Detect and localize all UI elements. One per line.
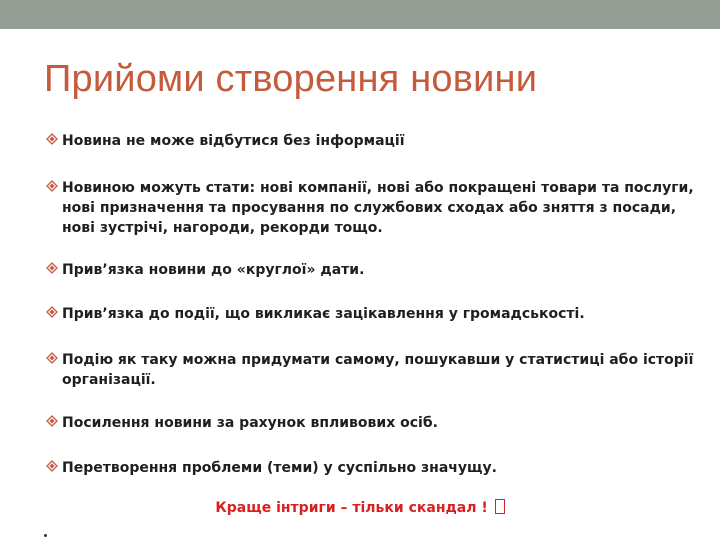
diamond-bullet-icon — [46, 133, 58, 145]
bullet-item — [46, 260, 706, 280]
bullet-text: Новиною можуть стати: нові компанії, нові або покращені товари та послуги, нові призначення та просування по службових сходах або зняття з посади, нові зустрічі, нагороди, рекорди тощо. — [62, 180, 694, 236]
bullet-text: Новина не може відбутися без інформації — [62, 133, 405, 149]
bullet-text: Посилення новини за рахунок впливових осіб. — [62, 415, 438, 431]
diamond-bullet-icon — [46, 415, 58, 427]
bullet-item — [46, 413, 706, 433]
bullet-text: Прив’язка до події, що викликає зацікавлення у громадськості. — [62, 306, 585, 322]
diamond-bullet-icon — [46, 460, 58, 472]
bullet-text: Подію як таку можна придумати самому, пошукавши у статистиці або історії організації. — [62, 352, 694, 388]
top-accent-bar — [0, 0, 720, 29]
slide-title: Прийоми створення новини — [44, 58, 538, 100]
bullet-text: Прив’язка новини до «круглої» дати. — [62, 262, 365, 278]
bullet-item — [46, 304, 706, 324]
missing-glyph-box-icon — [495, 499, 505, 514]
bullet-item — [46, 458, 706, 478]
diamond-bullet-icon — [46, 180, 58, 192]
bullet-item — [46, 178, 706, 238]
bullet-text: Перетворення проблеми (теми) у суспільно значущу. — [62, 460, 497, 476]
trailing-dot — [44, 534, 47, 537]
diamond-bullet-icon — [46, 262, 58, 274]
bullet-item — [46, 350, 706, 390]
closing-text: Краще інтриги – тільки скандал ! — [215, 500, 488, 516]
closing-statement — [0, 499, 720, 516]
diamond-bullet-icon — [46, 352, 58, 364]
bullet-item — [46, 131, 706, 151]
diamond-bullet-icon — [46, 306, 58, 318]
